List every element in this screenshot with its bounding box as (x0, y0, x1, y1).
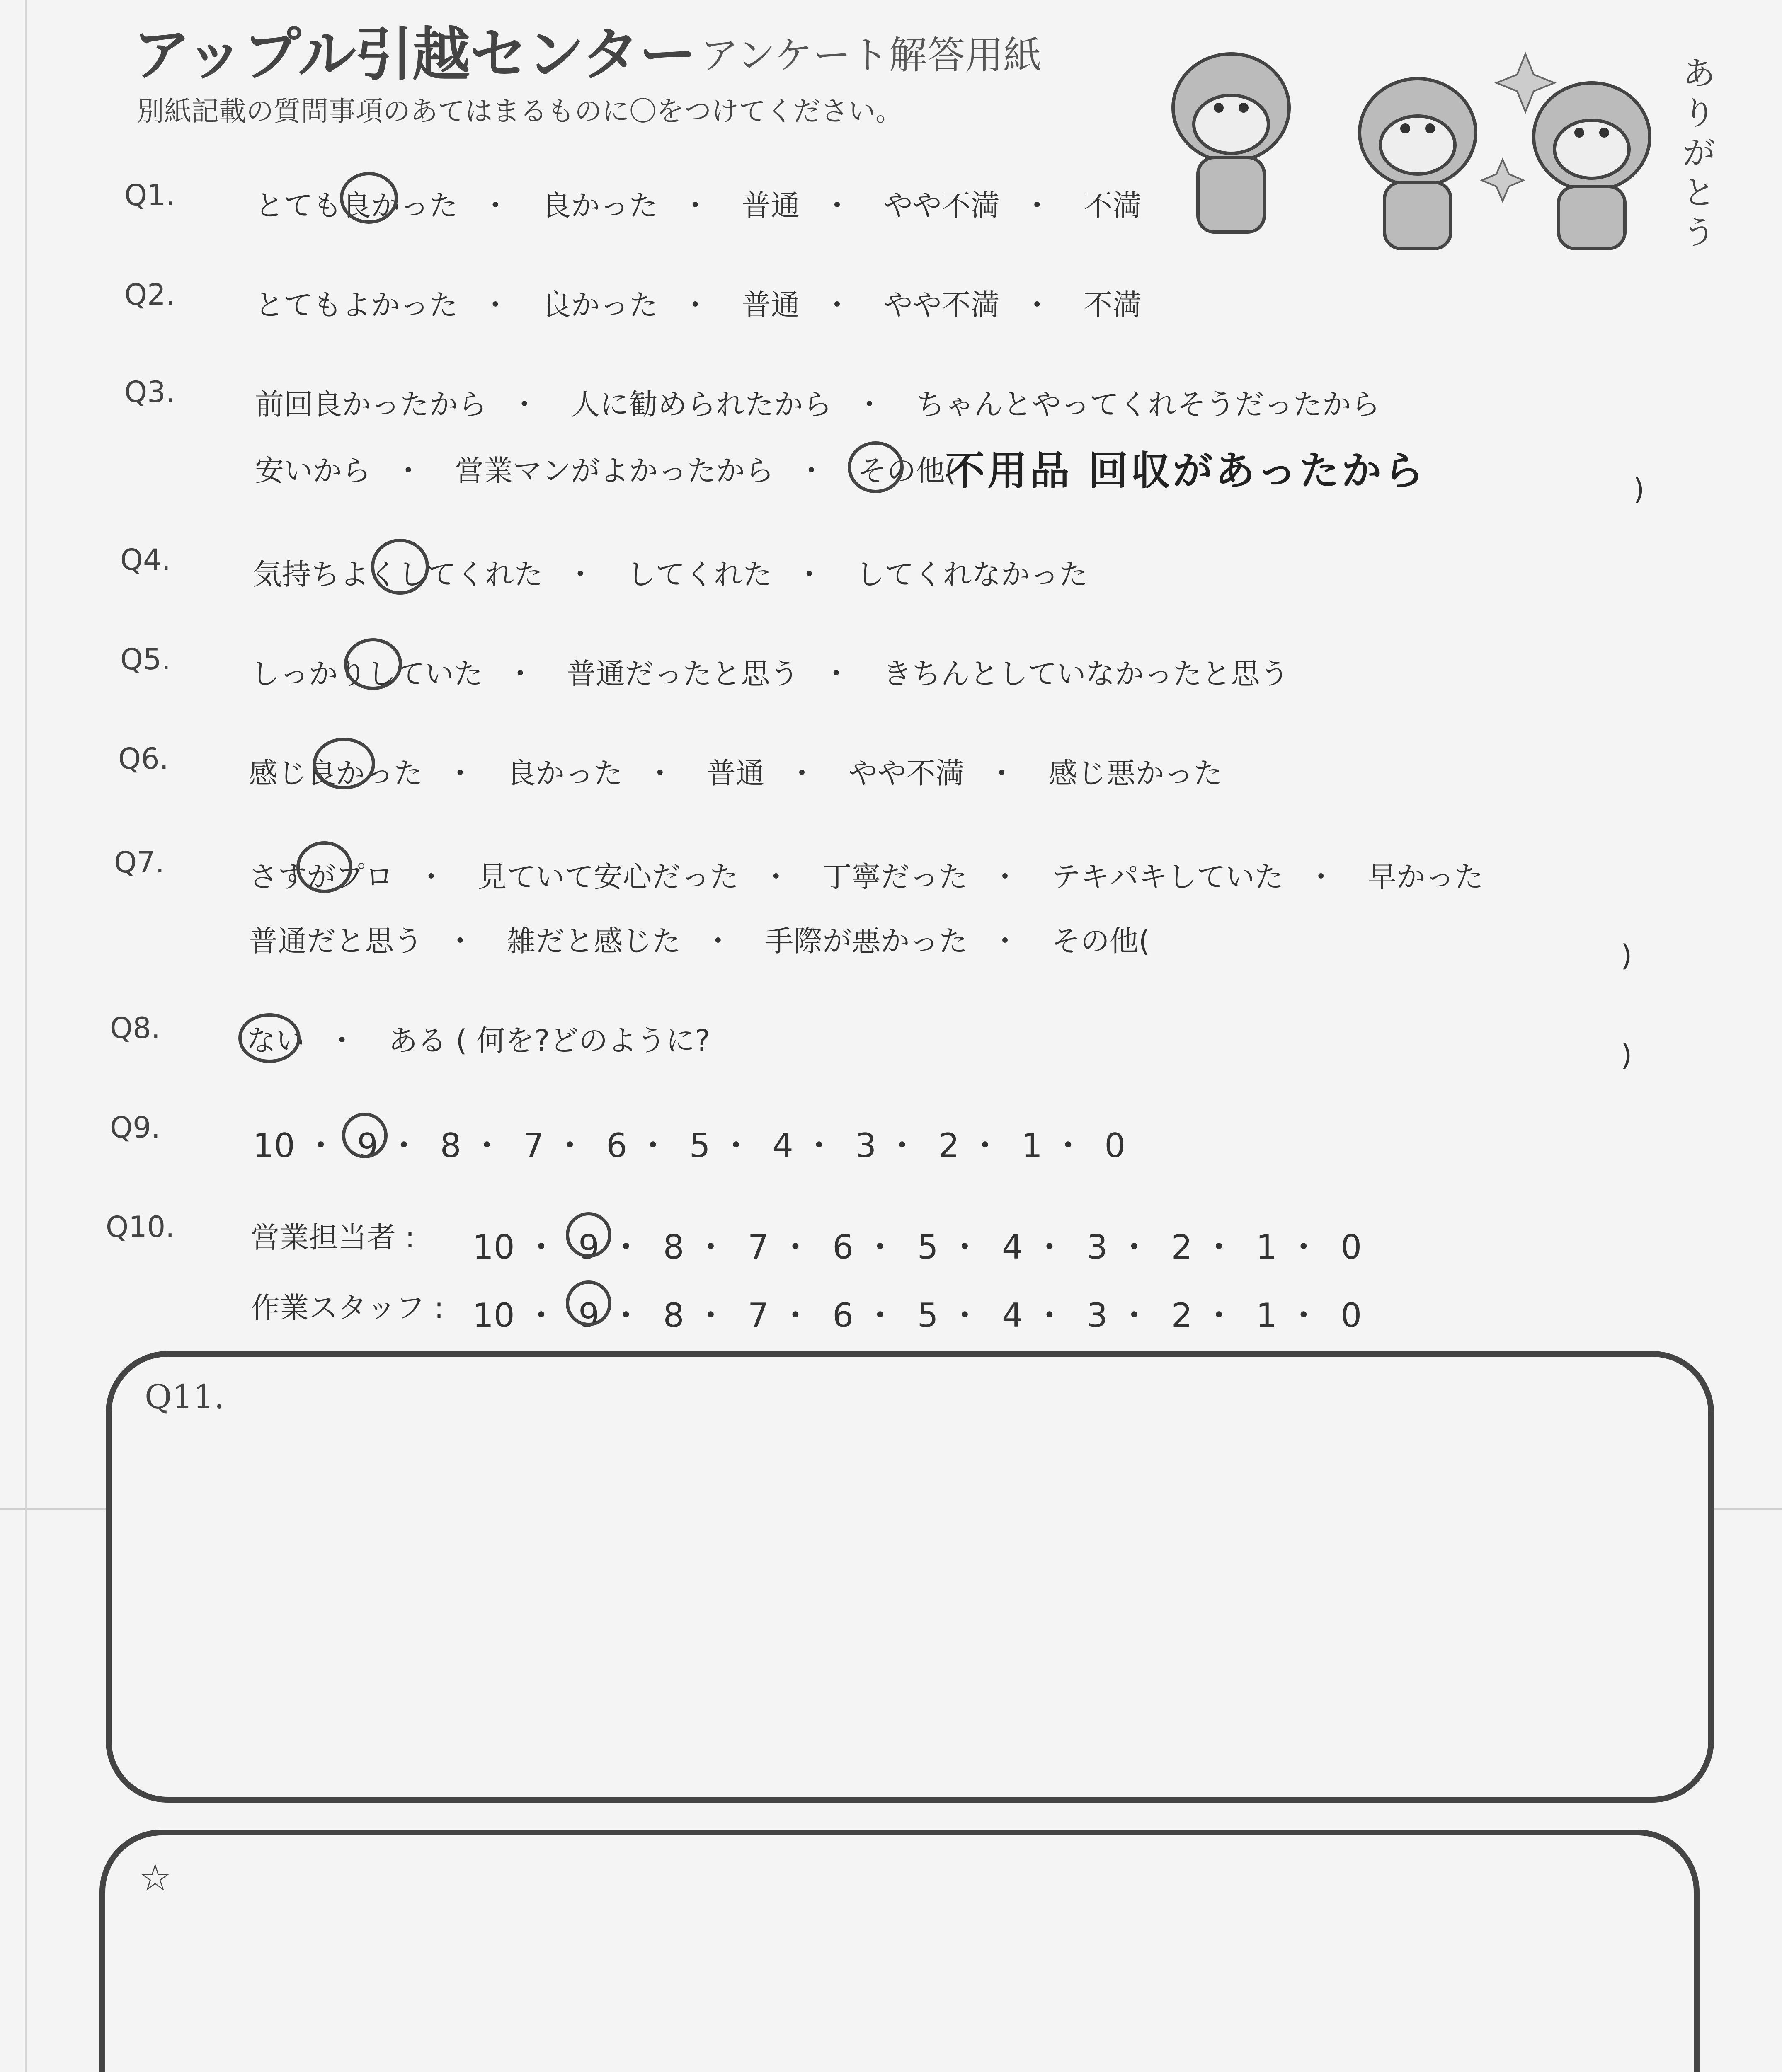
q2-option[interactable]: とてもよかった (255, 288, 458, 322)
q4-options: 気持ちよくしてくれた ・ してくれた ・ してくれなかった (253, 557, 1088, 591)
q7-option[interactable]: テキパキしていた (1051, 860, 1284, 894)
q11-label: Q11. (145, 1377, 225, 1416)
q7-option-other[interactable]: その他( (1051, 924, 1150, 958)
q10-staff-score[interactable]: 6 (832, 1296, 854, 1335)
q6-answer-circle (313, 738, 375, 789)
q10-staff-score[interactable]: 9 (578, 1296, 600, 1335)
q3-close-paren: ) (1633, 472, 1645, 506)
thanks-text: ありがとう (1683, 55, 1716, 252)
q6-number: Q6. (118, 742, 169, 776)
q9-score[interactable]: 8 (440, 1126, 461, 1165)
q1-option[interactable]: やや不満 (883, 189, 1000, 223)
form-subtitle: アンケート解答用紙 (701, 33, 1042, 77)
q10-sales-score[interactable]: 10 (473, 1228, 515, 1266)
q10-staff-scale: 10 ・ 9 ・ 8 ・ 7 ・ 6 ・ 5 ・ 4 ・ 3 ・ 2 ・ 1 ・ 0 (473, 1296, 1362, 1335)
q3-option[interactable]: 安いから (255, 454, 371, 488)
q10-staff-score[interactable]: 10 (473, 1296, 515, 1335)
q7-options-line1: さすがプロ ・ 見ていて安心だった ・ 丁寧だった ・ テキパキしていた ・ 早かった (249, 860, 1484, 894)
q9-score[interactable]: 1 (1021, 1126, 1043, 1165)
q3-options-line1: 前回良かったから ・ 人に勧められたから ・ ちゃんとやってくれそうだったから (255, 387, 1380, 421)
q7-number: Q7. (114, 845, 165, 879)
q4-option[interactable]: してくれた (627, 557, 772, 591)
q10-sales-score[interactable]: 6 (832, 1228, 854, 1266)
left-edge-line (25, 0, 27, 2072)
q10-sales-score[interactable]: 2 (1171, 1228, 1193, 1266)
q10-sales-score[interactable]: 5 (917, 1228, 938, 1266)
star-icon: ☆ (138, 1856, 172, 1900)
q5-option[interactable]: 普通だったと思う (567, 657, 799, 691)
q10-staff-score[interactable]: 1 (1256, 1296, 1277, 1335)
q6-option[interactable]: 良かった (507, 756, 623, 790)
q7-answer-circle (296, 841, 352, 893)
q1-option[interactable]: 良かった (542, 189, 658, 223)
q4-option[interactable]: 気持ちよくしてくれた (253, 557, 543, 591)
form-title: アップル引越センター (133, 21, 696, 89)
q1-option[interactable]: 普通 (742, 189, 800, 223)
q8-close-paren: ) (1621, 1038, 1632, 1072)
q3-option[interactable]: 前回良かったから (255, 387, 487, 421)
q10-sales-label: 営業担当者 : (251, 1220, 415, 1254)
q10-staff-score[interactable]: 8 (663, 1296, 684, 1335)
q8-answer-circle (238, 1013, 301, 1063)
q10-staff-score[interactable]: 7 (747, 1296, 769, 1335)
q7-option[interactable]: 手際が悪かった (764, 924, 968, 958)
q11-comment-box[interactable] (106, 1351, 1714, 1803)
q3-option-other[interactable]: その他( (858, 454, 956, 488)
q9-scale: 10 ・ 9 ・ 8 ・ 7 ・ 6 ・ 5 ・ 4 ・ 3 ・ 2 ・ 1 ・ 0 (253, 1126, 1126, 1165)
q2-option[interactable]: 良かった (542, 288, 658, 322)
q3-option[interactable]: ちゃんとやってくれそうだったから (916, 387, 1380, 421)
q7-option[interactable]: 早かった (1367, 860, 1484, 894)
q9-score[interactable]: 0 (1104, 1126, 1126, 1165)
q2-options: とてもよかった ・ 良かった ・ 普通 ・ やや不満 ・ 不満 (255, 288, 1142, 322)
q7-option[interactable]: 丁寧だった (822, 860, 968, 894)
q4-answer-circle (371, 539, 429, 595)
q10-sales-score[interactable]: 8 (663, 1228, 684, 1266)
q8-option-none[interactable]: ない (247, 1024, 305, 1058)
q10-sales-scale: 10 ・ 9 ・ 8 ・ 7 ・ 6 ・ 5 ・ 4 ・ 3 ・ 2 ・ 1 ・ 0 (473, 1228, 1362, 1266)
q6-option[interactable]: 感じ悪かった (1048, 756, 1223, 790)
q2-option[interactable]: 不満 (1084, 288, 1142, 322)
q10-staff-score[interactable]: 2 (1171, 1296, 1193, 1335)
q9-score[interactable]: 7 (523, 1126, 544, 1165)
q6-option[interactable]: やや不満 (848, 756, 965, 790)
q9-score[interactable]: 10 (253, 1126, 295, 1165)
q4-option[interactable]: してくれなかった (856, 557, 1088, 591)
q1-option[interactable]: とても良かった (255, 189, 458, 223)
q8-options: ない ・ ある ( 何を?どのように? (247, 1024, 710, 1058)
q10-number: Q10. (106, 1210, 175, 1244)
q6-option[interactable]: 感じ良かった (249, 756, 423, 790)
q10-staff-score[interactable]: 5 (917, 1296, 938, 1335)
q9-score[interactable]: 3 (855, 1126, 877, 1165)
q1-number: Q1. (124, 178, 175, 212)
q6-options: 感じ良かった ・ 良かった ・ 普通 ・ やや不満 ・ 感じ悪かった (249, 756, 1223, 790)
q5-answer-circle (344, 638, 402, 690)
q7-option[interactable]: 見ていて安心だった (478, 860, 739, 894)
q3-option[interactable]: 人に勧められたから (571, 387, 832, 421)
q7-options-line2: 普通だと思う ・ 雑だと感じた ・ 手際が悪かった ・ その他( (249, 924, 1150, 958)
q7-close-paren: ) (1621, 939, 1632, 973)
q2-option[interactable]: 普通 (742, 288, 800, 322)
q9-score[interactable]: 5 (689, 1126, 710, 1165)
q5-options: しっかりしていた ・ 普通だったと思う ・ きちんとしていなかったと思う (251, 657, 1289, 691)
q10-staff-score[interactable]: 4 (1001, 1296, 1023, 1335)
q8-number: Q8. (110, 1011, 160, 1045)
q10-sales-score[interactable]: 0 (1341, 1228, 1362, 1266)
star-comment-box[interactable] (99, 1830, 1700, 2072)
q7-option[interactable]: さすがプロ (249, 860, 394, 894)
q10-sales-answer-circle (566, 1212, 611, 1258)
q1-answer-circle (340, 172, 398, 224)
q10-sales-score[interactable]: 4 (1001, 1228, 1023, 1266)
q1-options: とても良かった ・ 良かった ・ 普通 ・ やや不満 ・ 不満 (255, 189, 1142, 223)
q5-option[interactable]: きちんとしていなかったと思う (883, 657, 1289, 691)
q9-number: Q9. (110, 1111, 160, 1145)
q7-option[interactable]: 普通だと思う (249, 924, 423, 958)
q2-number: Q2. (124, 278, 175, 312)
instruction-text: 別紙記載の質問事項のあてはまるものに〇をつけてください。 (137, 95, 903, 127)
q9-score[interactable]: 4 (772, 1126, 793, 1165)
q9-score[interactable]: 9 (357, 1126, 378, 1165)
q5-option[interactable]: しっかりしていた (251, 657, 483, 691)
monkey-mascots-illustration (1152, 25, 1724, 257)
q9-answer-circle (342, 1113, 388, 1158)
q4-number: Q4. (120, 543, 171, 577)
q10-sales-score[interactable]: 3 (1086, 1228, 1108, 1266)
q9-score[interactable]: 6 (606, 1126, 628, 1165)
q10-sales-score[interactable]: 1 (1256, 1228, 1277, 1266)
q7-option[interactable]: 雑だと感じた (507, 924, 681, 958)
q9-score[interactable]: 2 (938, 1126, 960, 1165)
q5-number: Q5. (120, 642, 171, 676)
q3-option[interactable]: 営業マンがよかったから (455, 454, 774, 488)
q10-staff-score[interactable]: 0 (1341, 1296, 1362, 1335)
q3-number: Q3. (124, 375, 175, 409)
q10-staff-label: 作業スタッフ : (251, 1291, 444, 1325)
q3-handwritten-answer: 不用品 回収があったから (945, 447, 1426, 494)
q1-option[interactable]: 不満 (1084, 189, 1142, 223)
q10-sales-score[interactable]: 9 (578, 1228, 600, 1266)
q10-staff-score[interactable]: 3 (1086, 1296, 1108, 1335)
q6-option[interactable]: 普通 (706, 756, 765, 790)
q8-option-some[interactable]: ある ( 何を?どのように? (388, 1024, 710, 1058)
q10-staff-answer-circle (566, 1280, 611, 1326)
q3-answer-circle (848, 441, 904, 493)
q2-option[interactable]: やや不満 (883, 288, 1000, 322)
q10-sales-score[interactable]: 7 (747, 1228, 769, 1266)
q3-options-line2: 安いから ・ 営業マンがよかったから ・ その他( (255, 454, 956, 488)
